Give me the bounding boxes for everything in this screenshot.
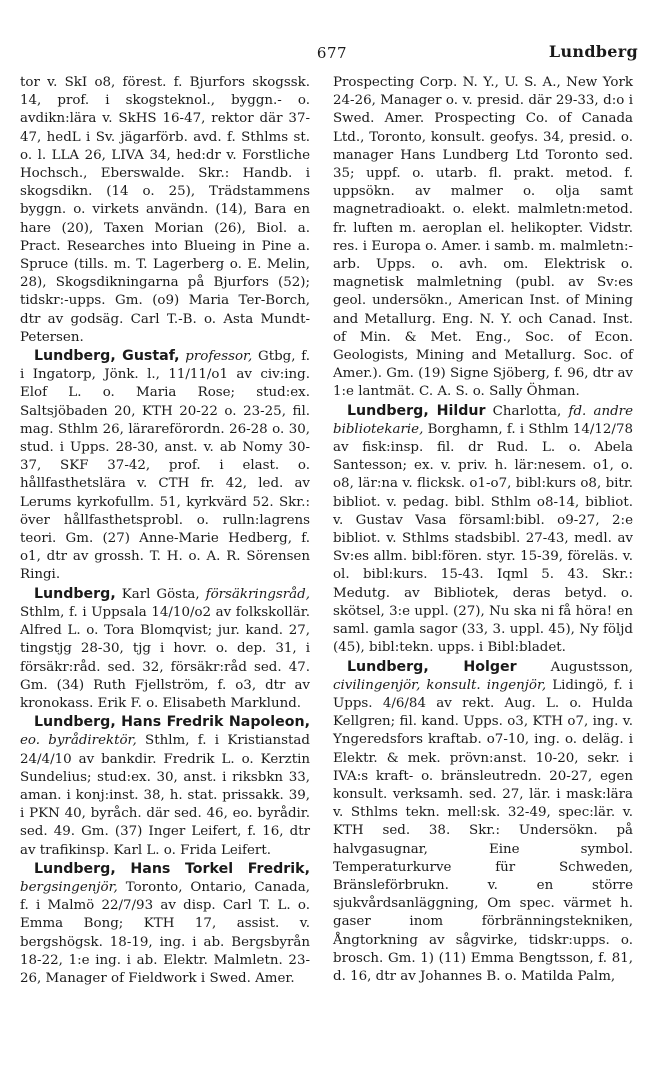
left-column <box>20 74 310 988</box>
continued-entry: tor v. SkI o8, förest. f. Bjurfors skogssk. 14, prof. i skogsteknol., byggn.- o. avdikn:lära v. SkHS 16-47, rektor där 37-47, hedL i Sv. jägarförb. avd. f. Sthlms st. o. l. LLA 26, LIVA 34, hed:dr v. Forstliche Hochsch., Eberswalde. Skr.: Handb. i skogsdikn. (14 o. 25), Trädstammens byggn. o. virkets användn. (14), Bara en hare (20), Taxen Morian (26), Biol. a. Pract. Researches into Blueing in Pine a. Spruce (tills. m. T. Lagerberg o. E. Melin, 28), Skogsdikningarna på Bjurfors (52); tidskr:-upps. Gm. (o9) Maria Ter-Borch, dtr av godsäg. Carl T.-B. o. Asta Mundt-Petersen. <box>20 75 310 345</box>
entry-text: Lidingö, f. i Upps. 4/6/84 av rekt. Aug. L. o. Hulda Kellgren; fil. kand. Upps. o3, KTH o7, ing. v. Yngeredsfors kraftab. o7-10, ing. o. deläg. i Elektr. & mek. prövn:anst. 10-20, sekr. i IVA:s kraft- o. bränsleutredn. 20-27, egen konsult. verksamh. sed. 27, lär. i mask:lära v. Sthlms tekn. mell:sk. 32-49, spec:lär. v. KTH sed. 38. Skr.: Undersökn. på halvgasugnar, Eine symbol. Temperaturkurve für Schweden, Bränsleförbrukn. v. en större sjukvårdsanläggning, Om spec. värmet h. gaser inom förbränningstekniken, Ångtorkning av sågvirke, tidskr:upps. o. brosch. Gm. 1) (11) Emma Bengtsson, f. 81, d. 16, dtr av Johannes B. o. Matilda Palm, <box>333 677 633 984</box>
entry-surname: Lundberg, <box>347 402 429 419</box>
entry-hildur <box>333 402 633 658</box>
entry-karl-gosta <box>20 585 310 713</box>
entry-title: eo. byrådirektör, <box>20 733 137 749</box>
right-column <box>333 74 633 986</box>
entry-holger <box>333 658 633 987</box>
entry-surname: Lundberg, <box>34 860 116 877</box>
entry-title: fd. andre bibliotekarie, <box>333 403 633 437</box>
entry-text: Sthlm, f. i Kristianstad 24/4/10 av bankdir. Fredrik L. o. Kerztin Sundelius; stud:ex. 30, anst. i riksbkn 33, aman. i konj:inst. 38, h. stat. prissakk. 39, i PKN 40, byråch. där sed. 46, eo. byrådir. sed. 49. Gm. (37) Inger Leifert, f. 16, dtr av trafikinsp. Karl L. o. Frida Leifert. <box>20 733 310 858</box>
entry-middle-name: Augustsson, <box>516 659 634 675</box>
entry-gustaf <box>20 347 310 585</box>
entry-text: Borghamn, f. i Sthlm 14/12/78 av fisk:insp. fil. dr Rud. L. o. Abela Santesson; ex. v. priv. h. lär:nesem. o1, o. o8, lär:na v. flicksk. o1-o7, bibl:kurs o8, bitr. bibliot. v. pedag. bibl. Sthlm o8-14, bibliot. v. Gustav Vasa församl:bibl. o9-27, 2:e bibliot. v. Sthlms stadsbibl. 27-43, medl. av Sv:es allm. bibl:fören. styr. 15-39, föreläs. v. ol. bibl:kurs. 15-43. Iqml 5. 43. Skr.: Medutg. av Bibliotek, deras betyd. o. skötsel, 3:e uppl. (27), Nu ska ni få höra! en saml. gamla sagor (33, 3. uppl. 45), Ny följd (45), bibl:tekn. upps. i Bibl:bladet. <box>333 421 633 656</box>
entry-hans-torkel <box>20 860 310 988</box>
entry-surname: Lundberg, <box>34 348 116 365</box>
entry-text: Toronto, Ontario, Canada, f. i Malmö 22/7/93 av disp. Carl T. L. o. Emma Bong; KTH 17, assist. v. bergshögsk. 18-19, ing. i ab. Bergsbyrån 18-22, 1:e ing. i ab. Elektr. Malmletn. 23-26, Manager of Fieldwork i Swed. Amer. <box>20 879 310 986</box>
entry-given-name: Hildur <box>428 402 486 419</box>
entry-given-name: Hans Fredrik Napoleon, <box>115 714 310 731</box>
page-number: 677 <box>316 44 348 62</box>
running-head: Lundberg <box>548 42 638 61</box>
entry-middle-name: Charlotta, <box>485 403 562 419</box>
entry-surname: Lundberg, <box>34 714 116 731</box>
entry-title: professor, <box>185 349 253 365</box>
entry-title: försäkringsråd, <box>205 586 310 602</box>
entry-hans-fredrik <box>20 713 310 860</box>
entry-given-name: Holger <box>428 658 517 675</box>
entry-title: bergsingenjör, <box>20 879 118 895</box>
entry-surname: Lundberg, <box>34 585 116 602</box>
entry-given-name: Karl Gösta, <box>115 586 200 602</box>
continued-entry: Prospecting Corp. N. Y., U. S. A., New York 24-26, Manager o. v. presid. där 29-33, d:o i Swed. Amer. Prospecting Co. of Canada Ltd., Toronto, konsult. geofys. 34, presid. o. manager Hans Lundberg Ltd Toronto sed. 35; uppf. o. utarb. fl. prakt. metod. f. uppsökn. av malmer o. olja samt magnetradioakt. o. elekt. malmletn:metod. fr. luften m. aeroplan el. helikopter. Vidstr. res. i Europa o. Amer. i samb. m. malmletn:-arb. Upps. o. avh. om. Elektrisk o. magnetisk malmletning (publ. av Sv:es geol. undersökn., American Inst. of Mining and Metallurg. Eng. N. Y. och Canad. Inst. of Min. & Met. Eng., Soc. of Econ. Geologists, Mining and Metallurg. Soc. of Amer.). Gm. (19) Signe Sjöberg, f. 96, dtr av 1:e lantmät. C. A. S. o. Sally Öhman. <box>333 75 633 400</box>
entry-title: civilingenjör, konsult. ingenjör, <box>333 677 547 693</box>
entry-text: Sthlm, f. i Uppsala 14/10/o2 av folkskollär. Alfred L. o. Tora Blomqvist; jur. kand. 27, tingstjg 28-30, tjg i hovr. o. dep. 31, i försäkr:råd. sed. 32, försäkr:råd sed. 47. Gm. (34) Ruth Fjellström, f. o3, dtr av kronokass. Erik F. o. Elisabeth Marklund. <box>20 604 310 711</box>
entry-given-name: Hans Torkel Fredrik, <box>115 860 310 877</box>
entry-text: Gtbg, f. i Ingatorp, Jönk. l., 11/11/o1 av civ:ing. Elof L. o. Maria Rose; stud:ex. Saltsjöbaden 20, KTH 20-22 o. 23-25, fil. mag. Sthlm 26, lärareförordn. 26-28 o. 30, stud. i Upps. 28-30, anst. v. ab Nomy 30-37, SKF 37-42, prof. i elast. o. hållfasthetslära v. CTH fr. 42, led. av Lerums kyrkofullm. 51, kyrkvärd 52. Skr.: över hållfasthetsprobl. o. rulln:lagrens teori. Gm. (27) Anne-Marie Hedberg, f. o1, dtr av grossh. T. H. o. A. R. Sörensen Ringi. <box>20 349 310 583</box>
entry-surname: Lundberg, <box>347 658 429 675</box>
entry-given-name: Gustaf, <box>115 348 180 365</box>
